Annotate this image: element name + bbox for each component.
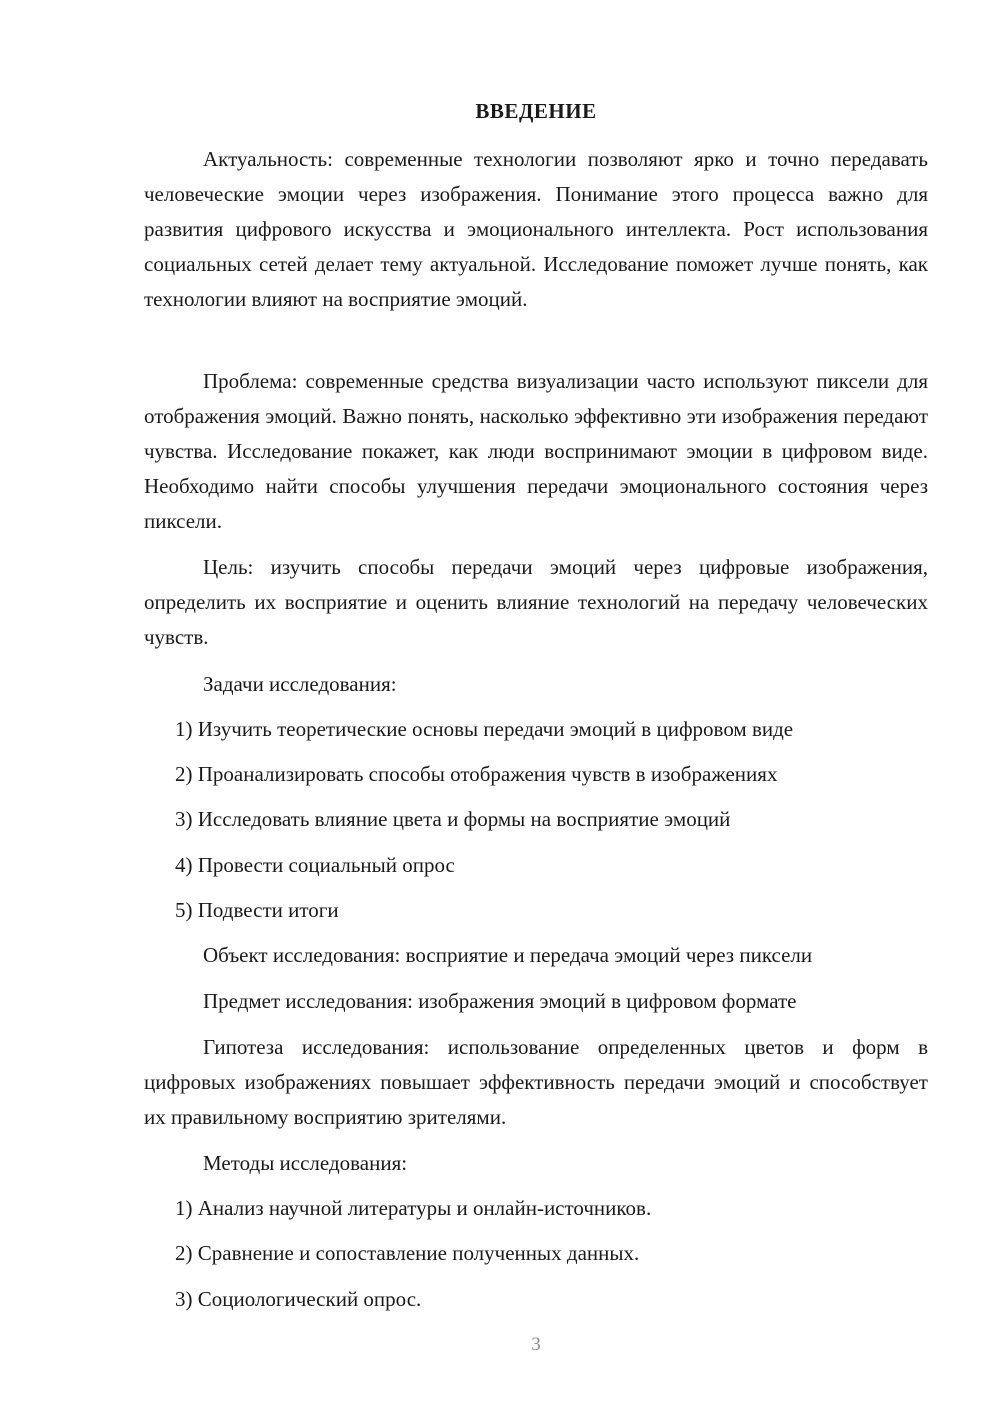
page-title: ВВЕДЕНИЕ [475, 99, 597, 123]
relevance-paragraph: Актуальность: современные технологии позволяют ярко и точно передавать человеческие эмоции через изображения. Понимание этого процесса важно для развития цифрового искусства и эмоционального интеллекта. Рост использования социальных сетей делает тему актуальной. Исследование поможет лучше понять, как технологии влияют на восприятие эмоций. [144, 147, 928, 311]
task-item: 3) Исследовать влияние цвета и формы на восприятие эмоций [175, 807, 731, 831]
method-item: 3) Социологический опрос. [175, 1287, 422, 1311]
subject-line: Предмет исследования: изображения эмоций в цифровом формате [203, 989, 797, 1013]
task-item: 1) Изучить теоретические основы передачи эмоций в цифровом виде [175, 717, 794, 741]
method-item: 2) Сравнение и сопоставление полученных данных. [175, 1241, 640, 1265]
page-number: 3 [531, 1334, 541, 1355]
goal-paragraph: Цель: изучить способы передачи эмоций через цифровые изображения, определить их восприятие и оценить влияние технологий на передачу человеческих чувств. [144, 555, 928, 649]
object-line: Объект исследования: восприятие и передача эмоций через пиксели [203, 943, 813, 967]
methods-heading: Методы исследования: [203, 1151, 408, 1175]
task-item: 2) Проанализировать способы отображения чувств в изображениях [175, 762, 778, 786]
problem-paragraph: Проблема: современные средства визуализации часто используют пиксели для отображения эмоций. Важно понять, насколько эффективно эти изображения передают чувства. Исследование покажет, как люди воспринимают эмоции в цифровом виде. Необходимо найти способы улучшения передачи эмоционального состояния через пиксели. [144, 369, 928, 533]
method-item: 1) Анализ научной литературы и онлайн-источников. [175, 1196, 652, 1220]
task-item: 5) Подвести итоги [175, 898, 339, 922]
hypothesis-paragraph: Гипотеза исследования: использование определенных цветов и форм в цифровых изображениях повышает эффективность передачи эмоций и способствует их правильному восприятию зрителями. [144, 1035, 928, 1129]
tasks-heading: Задачи исследования: [203, 672, 397, 696]
task-item: 4) Провести социальный опрос [175, 853, 455, 877]
